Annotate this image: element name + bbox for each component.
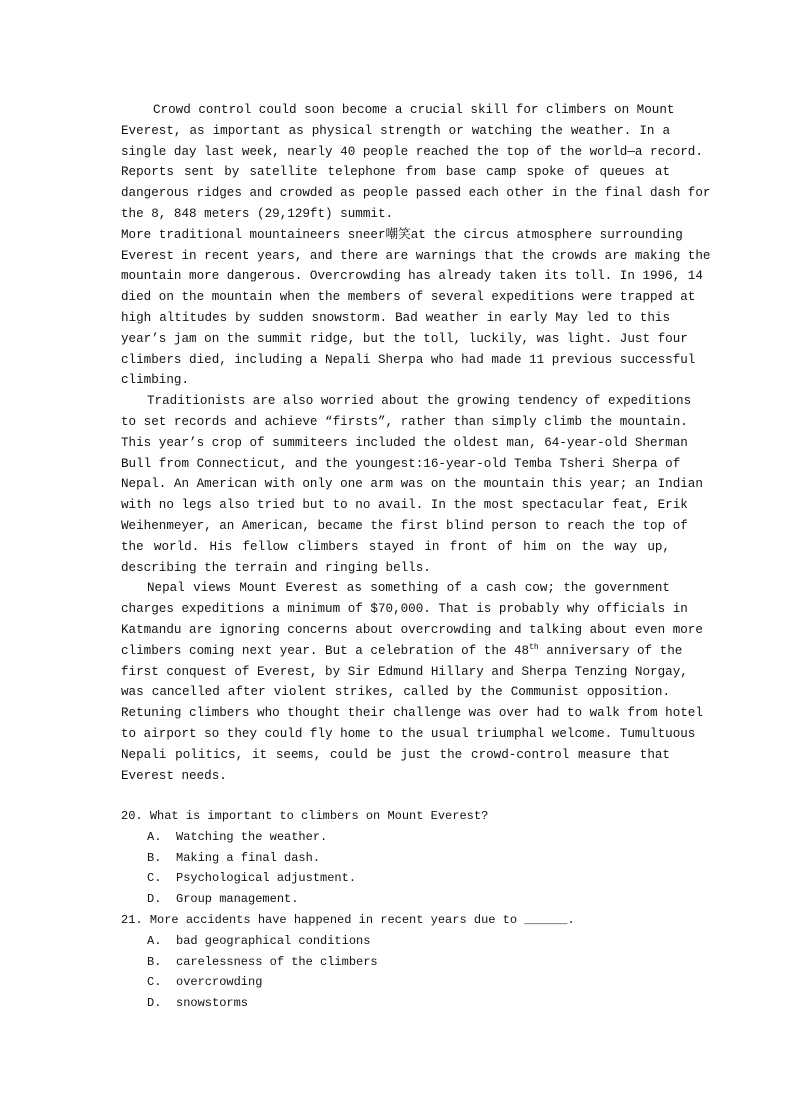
text-line: climbers coming next year. But a celebration of the 48th anniversary of the [121, 642, 683, 658]
option-text: carelessness of the climbers [176, 954, 378, 969]
answer-option [121, 827, 681, 848]
reading-passage [121, 100, 711, 786]
text-line: high altitudes by sudden snowstorm. Bad weather in early May led to this [121, 310, 670, 325]
text-line: to airport so they could fly home to the usual triumphal welcome. Tumultuous [121, 726, 696, 741]
question [121, 910, 681, 931]
question [121, 806, 681, 827]
option-label: A. [147, 829, 162, 844]
option-text: snowstorms [176, 996, 249, 1011]
text-line: Bull from Connecticut, and the youngest:16-year-old Temba Tsheri Sherpa of [121, 456, 681, 471]
text-line: Reports sent by satellite telephone from base camp spoke of queues at [121, 165, 670, 180]
answer-option [121, 931, 681, 952]
answer-option [121, 952, 681, 973]
answer-option [121, 889, 681, 910]
question-number: 21. [121, 912, 143, 927]
option-text: bad geographical conditions [176, 933, 371, 948]
text-line: charges expeditions a minimum of $70,000. That is probably why officials in [121, 602, 688, 617]
question-number: 20. [121, 809, 143, 823]
text-line: Everest needs. [121, 768, 227, 783]
text-line: was cancelled after violent strikes, called by the Communist opposition. [121, 685, 670, 700]
paragraph [121, 225, 711, 391]
option-label: D. [147, 892, 162, 907]
option-label: C. [147, 975, 162, 990]
text-line: died on the mountain when the members of several expeditions were trapped at [121, 290, 696, 305]
answer-option [121, 972, 681, 993]
text-line: Nepal. An American with only one arm was on the mountain this year; an Indian [121, 477, 703, 492]
text-line: Nepali politics, it seems, could be just the crowd-control measure that [121, 747, 670, 762]
option-label: D. [147, 996, 162, 1011]
text-line: This year’s crop of summiteers included the oldest man, 64-year-old Sherman [121, 435, 688, 450]
text-line: mountain more dangerous. Overcrowding has already taken its toll. In 1996, 14 [121, 269, 703, 284]
option-label: B. [147, 850, 162, 865]
question-text: More accidents have happened in recent years due to ______. [149, 912, 575, 927]
text-line: describing the terrain and ringing bells. [121, 560, 431, 575]
text-line: the 8, 848 meters (29,129ft) summit. [121, 206, 394, 221]
option-label: A. [147, 933, 162, 948]
text-line: Nepal views Mount Everest as something of a cash cow; the government [147, 581, 670, 596]
text-line: Everest, as important as physical strength or watching the weather. In a [121, 123, 670, 138]
text-line: first conquest of Everest, by Sir Edmund Hillary and Sherpa Tenzing Norgay, [121, 664, 688, 679]
option-text: overcrowding [176, 975, 263, 990]
text-line: Everest in recent years, and there are warnings that the crowds are making the [121, 248, 711, 263]
option-text: Watching the weather. [176, 829, 328, 844]
text-line: Retuning climbers who thought their challenge was over had to walk from hotel [121, 706, 703, 721]
option-text: Psychological adjustment. [176, 871, 357, 886]
text-line: with no legs also tried but to no avail. In the most spectacular feat, Erik [121, 498, 688, 513]
text-line: year’s jam on the summit ridge, but the toll, luckily, was light. Just four [121, 331, 688, 346]
option-label: C. [147, 871, 162, 886]
text-line: single day last week, nearly 40 people reached the top of the world—a record. [121, 144, 703, 159]
answer-option [121, 868, 681, 889]
text-line: the world. His fellow climbers stayed in front of him on the way up, [121, 539, 670, 554]
text-line: to set records and achieve “firsts”, rather than simply climb the mountain. [121, 414, 688, 429]
superscript: th [529, 642, 539, 652]
text-line: Traditionists are also worried about the growing tendency of expeditions [147, 394, 692, 409]
text-line: Weihenmeyer, an American, became the first blind person to reach the top of [121, 518, 688, 533]
paragraph [121, 391, 703, 578]
questions-section [121, 806, 681, 1014]
answer-option [121, 848, 681, 869]
question-text: What is important to climbers on Mount Everest? [149, 809, 489, 823]
text-line: climbing. [121, 373, 190, 388]
text-line: Crowd control could soon become a crucial skill for climbers on Mount [153, 103, 675, 117]
option-text: Making a final dash. [176, 850, 321, 865]
answer-option [121, 993, 681, 1014]
text-line: Katmandu are ignoring concerns about overcrowding and talking about even more [121, 622, 703, 637]
paragraph [121, 100, 711, 225]
paragraph [121, 578, 703, 786]
option-text: Group management. [176, 892, 299, 907]
text-line: climbers died, including a Nepali Sherpa who had made 11 previous successful [121, 352, 696, 367]
text-line: dangerous ridges and crowded as people passed each other in the final dash for [121, 186, 711, 201]
option-label: B. [147, 954, 162, 969]
text-line: More traditional mountaineers sneer嘲笑at the circus atmosphere surrounding [121, 227, 683, 242]
